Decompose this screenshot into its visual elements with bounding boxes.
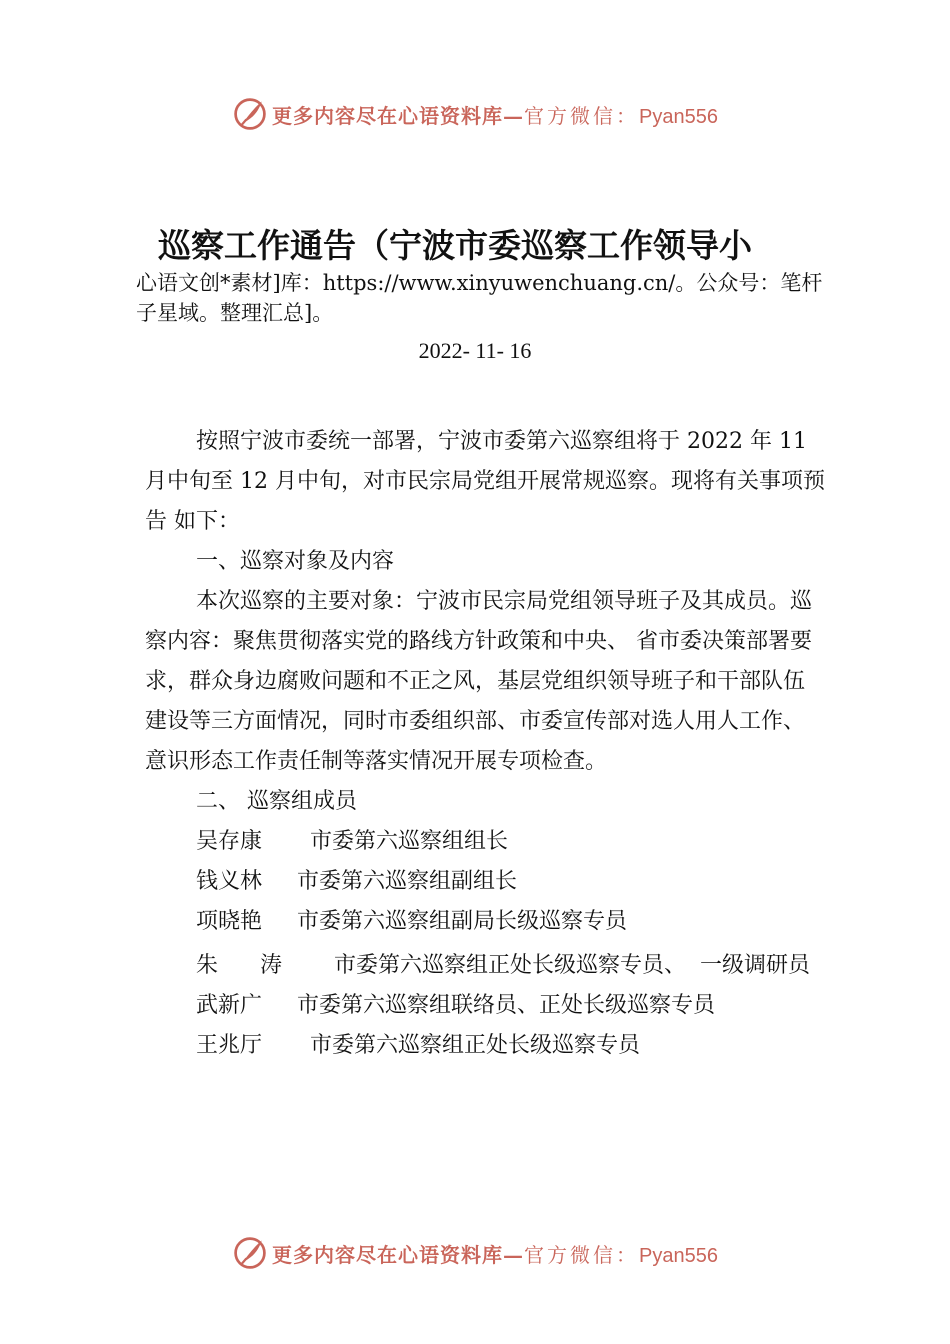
document-body	[145, 422, 825, 1066]
member-name: 吴存康	[196, 829, 263, 854]
document-title: 巡察工作通告（宁波市委巡察工作领导小	[158, 226, 752, 265]
member-name: 项晓艳	[196, 909, 263, 934]
member-role: 市委第六巡察组副局长级巡察专员	[297, 909, 628, 934]
content-paragraph: 本次巡察的主要对象：宁波市民宗局党组领导班子及其成员。巡察内容：聚焦贯彻落实党的路线方针政策和中央、 省市委决策部署要 求，群众身边腐败问题和不正之风，基层党组织领导班子和干部队伍 建设等三方面情况，同时市委组织部、市委宣传部对选人用人工作、 意识形态工作责任制等落实情况开展专项检查。	[145, 589, 813, 774]
section-heading-1: 一、巡察对象及内容	[196, 549, 395, 574]
member-name: 武新广	[196, 993, 263, 1018]
banner-text: 更多内容尽在心语资料库—官方微信：Pyan556	[272, 1242, 718, 1267]
source-note: 心语文创*素材]库：https://www.xinyuwenchuang.cn/。公众号：笔杆子星域。整理汇总]。	[136, 271, 823, 325]
member-row	[145, 902, 825, 942]
member-role: 市委第六巡察组联络员、正处长级巡察专员	[297, 993, 716, 1018]
member-row	[145, 1026, 825, 1066]
intro-paragraph: 按照宁波市委统一部署，宁波市委第六巡察组将于 2022 年 11 月中旬至 12 月中旬，对市民宗局党组开展常规巡察。现将有关事项预告 如下：	[145, 429, 825, 534]
member-name: 王兆厅	[196, 1033, 263, 1058]
member-name: 钱义林	[196, 869, 263, 894]
member-role: 市委第六巡察组副组长	[297, 869, 518, 894]
section-heading-2: 二、 巡察组成员	[196, 789, 357, 814]
footer-banner	[0, 1233, 950, 1273]
member-role: 市委第六巡察组正处长级巡察专员、 一级调研员	[334, 953, 810, 978]
document-date: 2022- 11- 16	[418, 338, 532, 363]
banner-text: 更多内容尽在心语资料库—官方微信：Pyan556	[272, 103, 718, 128]
member-row	[145, 822, 825, 862]
feather-pen-logo-icon	[232, 1235, 268, 1271]
feather-pen-logo-icon	[232, 96, 268, 132]
member-row	[145, 946, 825, 986]
member-row	[145, 986, 825, 1026]
member-role: 市委第六巡察组正处长级巡察专员	[310, 1033, 641, 1058]
member-name: 朱 涛	[196, 953, 282, 978]
member-row	[145, 862, 825, 902]
header-banner	[0, 94, 950, 134]
member-role: 市委第六巡察组组长	[310, 829, 509, 854]
